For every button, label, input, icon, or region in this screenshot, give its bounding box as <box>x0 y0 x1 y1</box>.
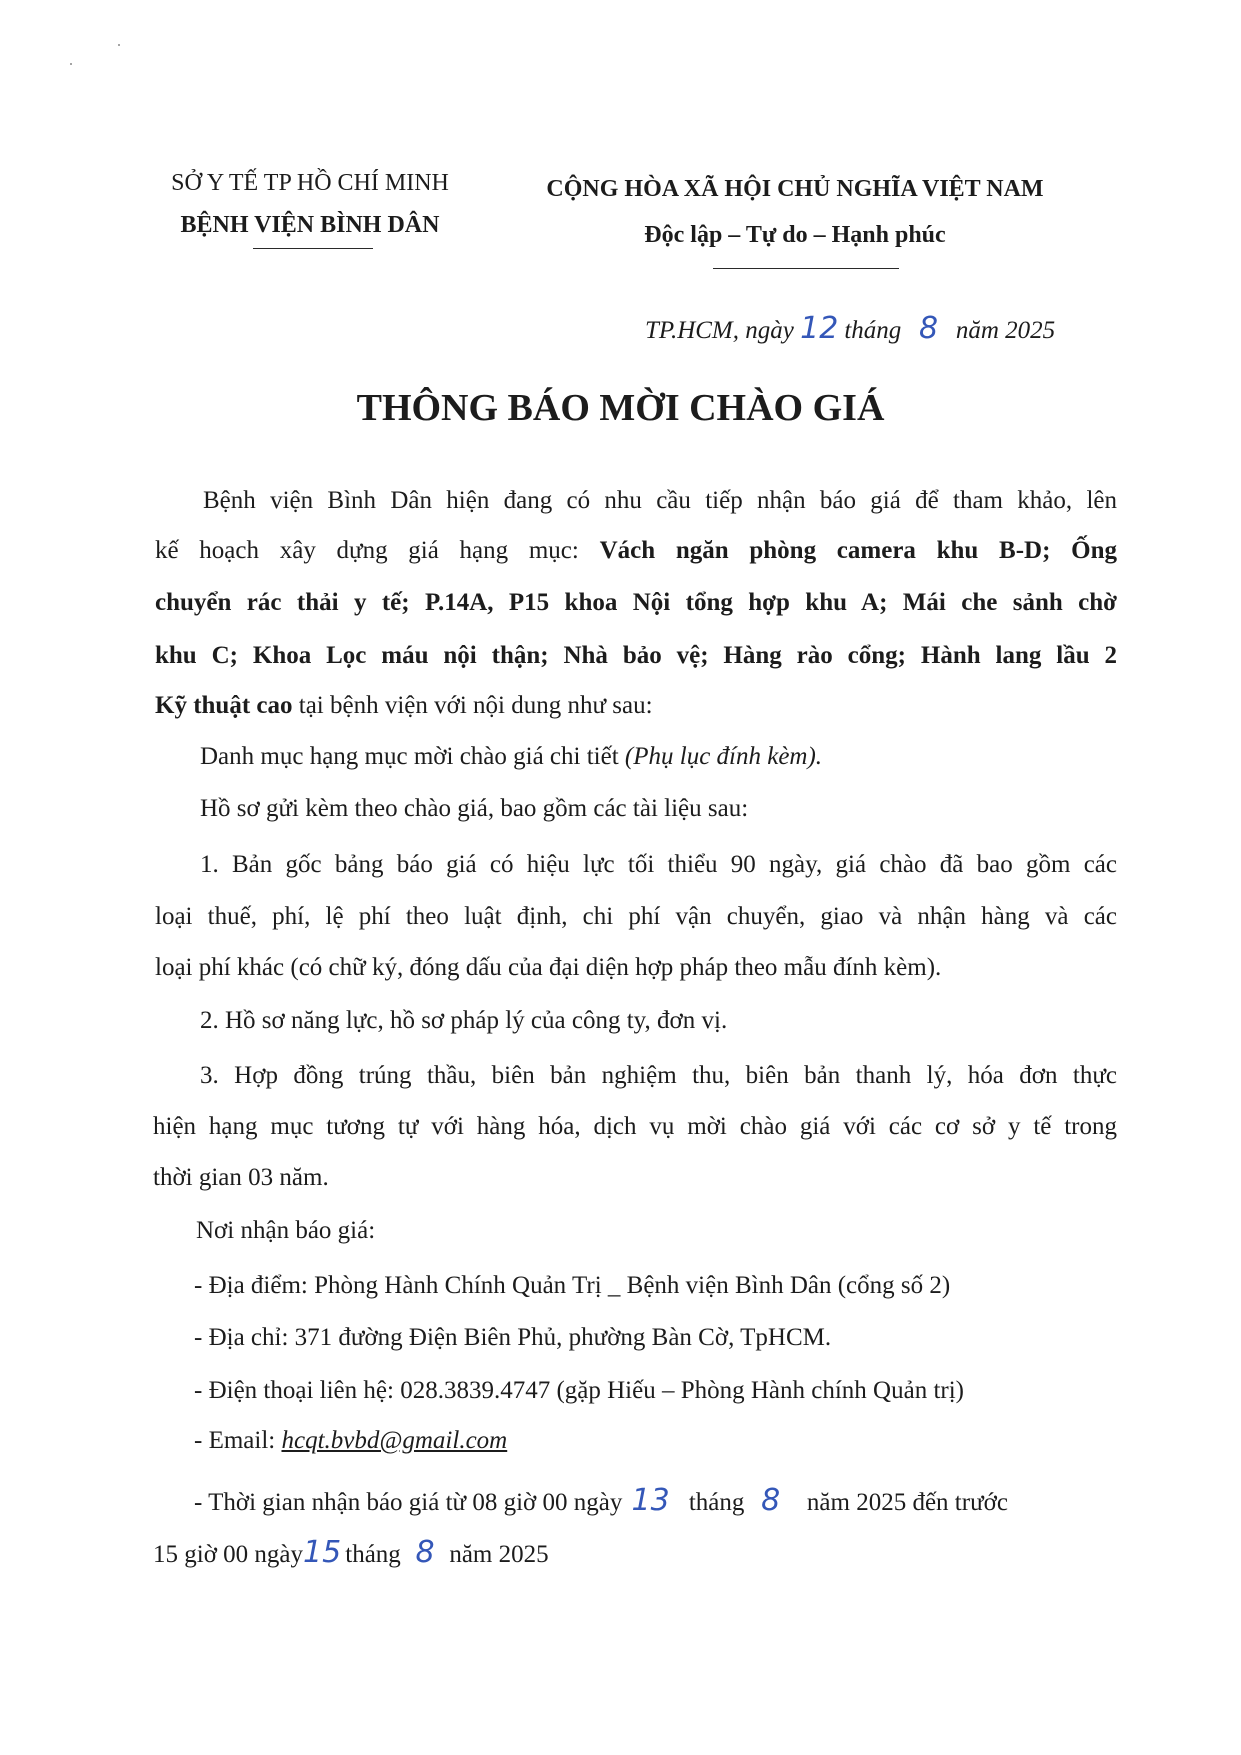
handwritten-month-from: 8 <box>761 1483 781 1518</box>
email-label: - Email: <box>194 1427 276 1454</box>
handwritten-day-to: 15 <box>303 1535 342 1570</box>
handwritten-month-to: 8 <box>415 1535 435 1570</box>
time-part-3: 15 giờ 00 ngày <box>153 1541 304 1568</box>
intro-line-2 <box>155 537 1117 565</box>
document-title: THÔNG BÁO MỜI CHÀO GIÁ <box>356 387 885 429</box>
country-name: CỘNG HÒA XÃ HỘI CHỦ NGHĨA VIỆT NAM <box>546 176 1044 202</box>
motto-underline <box>713 268 899 269</box>
item-1-line-3: loại phí khác (có chữ ký, đóng dấu của đại diện hợp pháp theo mẫu đính kèm). <box>155 954 942 981</box>
intro-line-4: khu C; Khoa Lọc máu nội thận; Nhà bảo vệ; Hàng rào cổng; Hành lang lầu 2 <box>155 642 1117 669</box>
time-month-label-2: tháng <box>345 1541 401 1568</box>
receive-location: - Địa điểm: Phòng Hành Chính Quản Trị _ Bệnh viện Bình Dân (cổng số 2) <box>194 1272 951 1299</box>
time-part-2: năm 2025 đến trước <box>806 1489 1008 1516</box>
item-1-line-2: loại thuế, phí, lệ phí theo luật định, chi phí vận chuyển, giao và nhận hàng và các <box>155 903 1117 930</box>
intro-line-2-plain: kế hoạch xây dựng giá hạng mục: <box>155 537 579 564</box>
receive-email-line <box>194 1427 507 1455</box>
hospital-name: BỆNH VIỆN BÌNH DÂN <box>180 212 440 238</box>
item-3-line-3: thời gian 03 năm. <box>153 1164 329 1191</box>
handwritten-day-from: 13 <box>631 1483 670 1518</box>
intro-line-5-plain: tại bệnh viện với nội dung như sau: <box>298 692 653 719</box>
intro-line-3: chuyển rác thải y tế; P.14A, P15 khoa Nội tổng hợp khu A; Mái che sảnh chờ <box>155 589 1117 616</box>
item-2: 2. Hồ sơ năng lực, hồ sơ pháp lý của công ty, đơn vị. <box>200 1007 728 1034</box>
hospital-underline <box>253 248 373 249</box>
handwritten-month: 8 <box>919 311 939 346</box>
date-prefix: TP.HCM, ngày <box>645 317 794 344</box>
docs-intro: Hồ sơ gửi kèm theo chào giá, bao gồm các tài liệu sau: <box>200 795 749 822</box>
item-1-line-1: 1. Bản gốc bảng báo giá có hiệu lực tối thiểu 90 ngày, giá chào đã bao gồm các <box>200 851 1117 878</box>
intro-line-2-bold: Vách ngăn phòng camera khu B-D; Ống <box>599 537 1117 564</box>
intro-line-1: Bệnh viện Bình Dân hiện đang có nhu cầu tiếp nhận báo giá để tham khảo, lên <box>203 487 1117 514</box>
time-part-4: năm 2025 <box>449 1541 549 1568</box>
receive-title: Nơi nhận báo giá: <box>196 1217 376 1244</box>
national-motto: Độc lập – Tự do – Hạnh phúc <box>644 222 946 248</box>
catalog-line <box>200 743 822 771</box>
item-3-line-2: hiện hạng mục tương tự với hàng hóa, dịch vụ mời chào giá với các cơ sở y tế trong <box>153 1113 1117 1140</box>
time-month-label-1: tháng <box>688 1489 745 1516</box>
handwritten-day: 12 <box>800 311 839 346</box>
email-link[interactable]: hcqt.bvbd@gmail.com <box>281 1427 508 1454</box>
catalog-appendix: (Phụ lục đính kèm). <box>624 743 823 770</box>
item-3-line-1: 3. Hợp đồng trúng thầu, biên bản nghiệm thu, biên bản thanh lý, hóa đơn thực <box>200 1062 1117 1089</box>
date-year: năm 2025 <box>955 317 1056 344</box>
intro-line-5 <box>155 692 1117 720</box>
time-line-2 <box>153 1535 549 1570</box>
agency-name: SỞ Y TẾ TP HỒ CHÍ MINH <box>171 170 449 196</box>
time-part-1: - Thời gian nhận báo giá từ 08 giờ 00 ngày <box>194 1489 623 1516</box>
scan-speck <box>118 44 120 46</box>
receive-phone: - Điện thoại liên hệ: 028.3839.4747 (gặp Hiếu – Phòng Hành chính Quản trị) <box>194 1377 964 1404</box>
date-line <box>645 311 1055 346</box>
time-line-1 <box>194 1483 1008 1518</box>
receive-address: - Địa chỉ: 371 đường Điện Biên Phủ, phường Bàn Cờ, TpHCM. <box>194 1324 832 1351</box>
catalog-text: Danh mục hạng mục mời chào giá chi tiết <box>200 743 619 770</box>
intro-line-5-bold: Kỹ thuật cao <box>155 692 293 719</box>
date-month-label: tháng <box>844 317 902 344</box>
scan-speck <box>70 63 72 65</box>
